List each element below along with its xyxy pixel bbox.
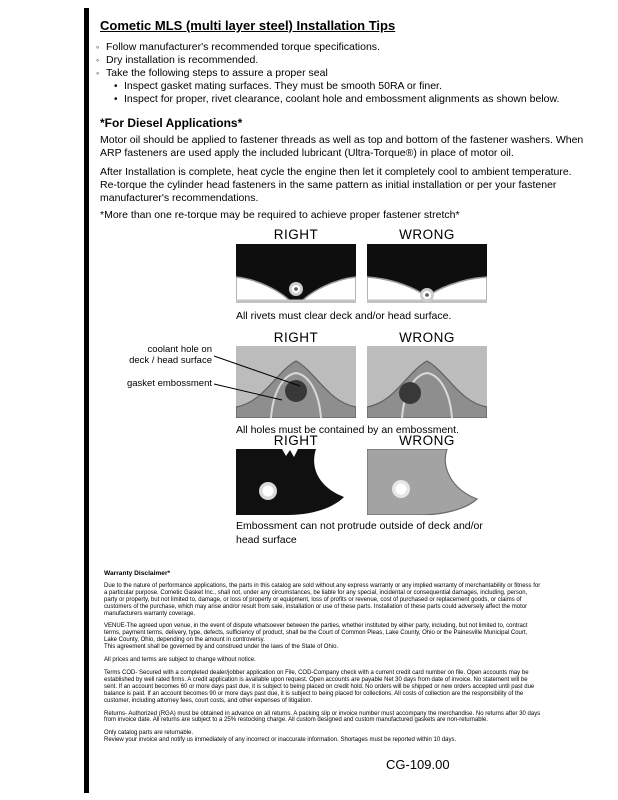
callout-pointer-lines bbox=[212, 348, 304, 408]
warranty-paragraph: Due to the nature of performance applications, the parts in this catalog are sold without any express warranty or any implied warranty of merchantability or fitness for a particular purpose. Cometic Gasket Inc., shall not, under any circumstances, be liable for any special, incidental or consequential damages, including, person, party or property, but not limited to, damage, or loss of property or equipment, loss of profits or revenue, cost of purchased or replacement goods, or claims of customers of the purchase, which may arise and/or result from sale, installation or use of these parts. Installation of these parts could adversely affect the motor manufacturers warranty coverage. bbox=[104, 582, 541, 617]
warranty-paragraph: All prices and terms are subject to change without notice. bbox=[104, 657, 256, 664]
embossment-wrong-graphic bbox=[367, 346, 487, 418]
caption-protrusion: Embossment can not protrude outside of deck and/or head surface bbox=[236, 520, 483, 546]
diesel-applications-heading: *For Diesel Applications* bbox=[100, 116, 243, 130]
hollow-bullet-icon bbox=[96, 67, 106, 80]
diesel-paragraph-1: Motor oil should be applied to fastener threads as well as top and bottom of the fastener washers. When ARP fasteners are used apply the included lubricant (Ultra-Torque®) in place of motor oil. bbox=[100, 134, 584, 159]
gasket-embossment-callout: gasket embossment bbox=[126, 378, 212, 389]
tip-text: Follow manufacturer's recommended torque specifications. bbox=[106, 41, 380, 53]
hollow-bullet-icon bbox=[96, 54, 106, 67]
tip-text: Dry installation is recommended. bbox=[106, 54, 259, 66]
diagram-rivet-wrong bbox=[367, 244, 487, 303]
warranty-paragraph: VENUE-The agreed upon venue, in the event of dispute whatsoever between the parties, whether instituted by either party, including, but not limited to, contract terms, payment terms, delivery, type, defects, sufficiency of product, shall be the Court of Common Pleas, Lake County, Ohio or the Painesville Municipal Court, Lake County, Ohio, depending on the amount in controversy. bbox=[104, 623, 528, 644]
installation-tips-list bbox=[96, 41, 590, 106]
right-label-row1: RIGHT bbox=[273, 227, 319, 242]
warranty-disclaimer-section bbox=[104, 571, 541, 744]
protrusion-right-graphic bbox=[236, 449, 356, 515]
list-item bbox=[96, 41, 590, 54]
right-label-row3: RIGHT bbox=[273, 433, 319, 448]
warranty-paragraph: This agreement shall be governed by and construed under the laws of the State of Ohio. bbox=[104, 644, 339, 651]
warranty-heading: Warranty Disclaimer* bbox=[104, 570, 171, 577]
rivet-right-graphic bbox=[236, 244, 356, 303]
list-item bbox=[96, 80, 590, 93]
protrusion-wrong-graphic bbox=[367, 449, 487, 515]
right-label-row2: RIGHT bbox=[273, 330, 319, 345]
wrong-label-row2: WRONG bbox=[399, 330, 455, 345]
caption-holes: All holes must be contained by an embossment. bbox=[236, 424, 459, 436]
wrong-label-row3: WRONG bbox=[399, 433, 455, 448]
tip-text: Take the following steps to assure a proper seal bbox=[106, 67, 328, 79]
coolant-hole-callout: coolant hole on deck / head surface bbox=[129, 344, 212, 366]
retorque-note: *More than one re-torque may be required to achieve proper fastener stretch* bbox=[100, 209, 460, 221]
bullet-icon bbox=[114, 80, 124, 93]
hollow-bullet-icon bbox=[96, 41, 106, 54]
page-title: Cometic MLS (multi layer steel) Installation Tips bbox=[100, 18, 396, 33]
caption-rivets: All rivets must clear deck and/or head surface. bbox=[236, 310, 452, 322]
warranty-paragraph: Terms COD- Secured with a completed dealer/jobber application on File, COD-Company check with a current credit card number on file. Open accounts may be established by well rated firms. A credit application is available upon request. Open accounts are payable Net 30 days from date of invoice. No statement will be sent. If an account becomes 60 or more days past due, it is subject to being placed on credit hold. No orders will be shipped or new orders accepted until past due balance is paid. If an account becomes 90 or more days past due, it is subject to being placed for collections. All costs of collection are the responsibility of the customer, including attorney fees, court costs, and other expenses of litigation. bbox=[104, 669, 535, 704]
diesel-paragraph-2: After Installation is complete, heat cycle the engine then let it completely cool to ambient temperature. Re-torque the cylinder head fasteners in the same pattern as initial installation or per your fastener manufacturer's recommendations. bbox=[100, 166, 572, 204]
diagram-embossment-wrong bbox=[367, 346, 487, 418]
diagram-rivet-right bbox=[236, 244, 356, 303]
warranty-paragraph: Review your invoice and notify us immediately of any incorrect or inaccurate information. Shortages must be reported within 10 days. bbox=[104, 737, 457, 744]
warranty-paragraph: Returns- Authorized (RGA) must be obtained in advance on all returns. A packing slip or invoice number must accompany the merchandise. No returns after 30 days from invoice date. All returns are subject to a 25% restocking charge. All custom designed and custom manufactured gaskets are non-returnable. bbox=[104, 710, 541, 724]
warranty-paragraph: Only catalog parts are returnable. bbox=[104, 730, 194, 737]
rivet-wrong-graphic bbox=[367, 244, 487, 303]
diagram-protrusion-right bbox=[236, 449, 356, 515]
page-code: CG-109.00 bbox=[386, 757, 450, 772]
wrong-label-row1: WRONG bbox=[399, 227, 455, 242]
left-border-rule bbox=[84, 8, 89, 793]
diagram-protrusion-wrong bbox=[367, 449, 487, 515]
tip-text: Inspect gasket mating surfaces. They must be smooth 50RA or finer. bbox=[124, 80, 442, 92]
list-item bbox=[96, 67, 590, 80]
tip-text: Inspect for proper, rivet clearance, coolant hole and embossment alignments as shown below. bbox=[124, 93, 560, 105]
bullet-icon bbox=[114, 93, 124, 106]
list-item bbox=[96, 93, 590, 106]
list-item bbox=[96, 54, 590, 67]
